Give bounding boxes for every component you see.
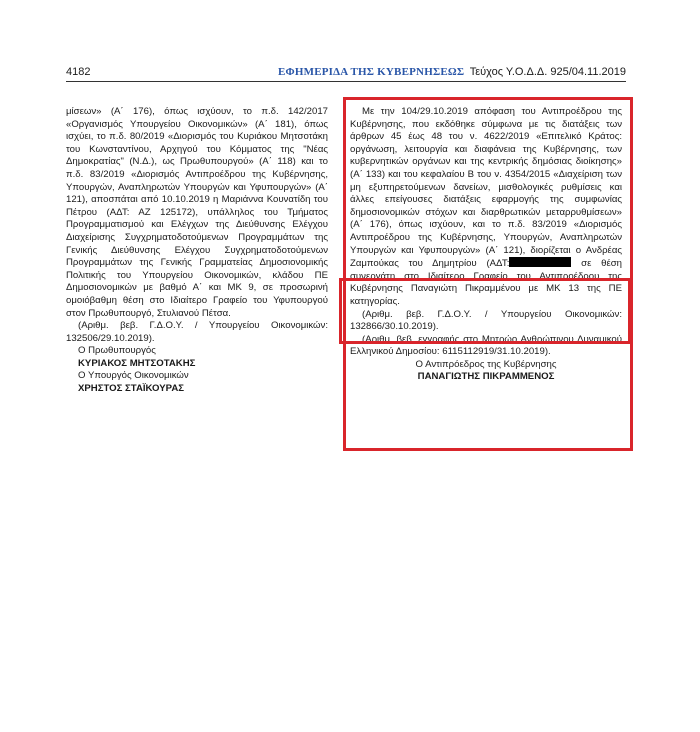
signatory-role: Ο Αντιπρόεδρος της Κυβέρνησης — [415, 358, 557, 370]
decision-text-start: Με την 104/29.10.2019 απόφαση του Αντιπροέδρου της Κυβέρνησης, που εκδόθηκε σύμφωνα με τις διατάξεις των άρθρων 45 έως 48 του ν. 4622/2019 «Επιτελικό Κράτος: οργάνωση, λειτουργία και διαφάνεια της Κυβέρνησης, των κυβερνητικών οργάνων και της κεντρικής δημόσιας διοίκησης» (Α΄ 133) και του κεφαλαίου Β του ν. 4354/2015 «Διαχείριση των μη εξυπηρετούμενων δανείων, μισθολογικές ρυθμίσεις και άλλες επείγουσες διατάξεις εφαρμογής της συμφωνίας δημοσιονομικών στόχων και διαρθρωτικών μεταρρυθμίσεων» (Α΄ 176), όπως ισχύουν, και το π.δ. 83/2019 «Διορισμός Αντιπροέδρου της Κυβέρνησης, Υπουργών, Αναπληρωτών Υπουργών και Υφυπουργών» (Α΄ 121), διορίζεται ο Ανδρέας Ζαμπούκας του Δημητρίου (ΑΔΤ: — [350, 106, 622, 270]
signatory-name: ΧΡΗΣΤΟΣ ΣΤΑΪΚΟΥΡΑΣ — [78, 383, 185, 395]
left-reference: (Αριθμ. βεβ. Γ.Δ.Ο.Υ. / Υπουργείου Οικονομικών: 132506/29.10.2019). — [66, 320, 328, 344]
signatory-name: ΠΑΝΑΓΙΩΤΗΣ ΠΙΚΡΑΜΜΕΝΟΣ — [417, 371, 555, 383]
highlight-box-outer — [343, 97, 633, 451]
gazette-title: ΕΦΗΜΕΡΙΔΑ ΤΗΣ ΚΥΒΕΡΝΗΣΕΩΣ — [278, 66, 465, 78]
signatory-name: ΚΥΡΙΑΚΟΣ ΜΗΤΣΟΤΑΚΗΣ — [78, 357, 196, 369]
signatory-role: Ο Υπουργός Οικονομικών — [78, 370, 189, 382]
header-rule — [66, 81, 626, 82]
registry-reference: (Αριθμ. βεβ. εγγραφής στο Μητρώο Ανθρώπινου Δυναμικού Ελληνικού Δημοσίου: 6115112919/31.10.2019). — [350, 333, 622, 358]
budget-reference: (Αριθμ. βεβ. Γ.Δ.Ο.Υ. / Υπουργείου Οικονομικών: 132866/30.10.2019). — [350, 308, 622, 333]
page-number: 4182 — [66, 66, 91, 78]
highlight-box-inner — [339, 278, 631, 344]
issue-number: Τεύχος Υ.Ο.Δ.Δ. 925/04.11.2019 — [469, 66, 626, 78]
page-header — [66, 66, 626, 80]
decision-text-end: σε θέση συνεργάτη στο Ιδιαίτερο Γραφείο του Αντιπροέδρου της Κυβέρνησης Παναγιώτη Πικραμμένου με ΜΚ 13 της ΠΕ κατηγορίας. — [350, 258, 622, 307]
signatory-role: Ο Πρωθυπουργός — [78, 345, 156, 357]
left-paragraph: μίσεων» (Α΄ 176), όπως ισχύουν, το π.δ. 142/2017 «Οργανισμός Υπουργείου Οικονομικών» (Α΄ 181), όπως ισχύει, το π.δ. 80/2019 «Διορισμός του Κυριάκου Μητσοτάκη του Κωνσταντίνου, Αρχηγού του Κόμματος της "Νέας Δημοκρατίας" (Ν.Δ.), ως Πρωθυπουργού» (Α΄ 118) και το π.δ. 83/2019 «Διορισμός Αντιπροέδρου της Κυβέρνησης, Υπουργών, Αναπληρωτών Υπουργών και Υφυπουργών» (Α΄ 121), αποσπάται από 10.10.2019 η Μαριάννα Κουνατίδη του Πέτρου (ΑΔΤ: ΑΖ 125172), υπάλληλος του Τμήματος Προγραμματισμού και Ελέγχων της Διεύθυνσης Ελέγχου Διαχείρισης Συγχρηματοδοτούμενων Προγραμμάτων της Γενικής Διεύθυνσης Ελέγχου Συγχρηματοδοτούμενων Προγραμμάτων της Γενικής Γραμματείας Δημοσιονομικής Πολιτικής του Υπουργείου Οικονομικών, κλάδου ΠΕ Δημοσιονομικών με βαθμό Α΄ και ΜΚ 9, σε προσωρινή ομοιόβαθμη θέση στο Ιδιαίτερο Γραφείο του Υφυπουργού στον Πρωθυπουργό, Στυλιανού Πέτσα. — [66, 106, 328, 319]
left-column — [66, 106, 328, 396]
